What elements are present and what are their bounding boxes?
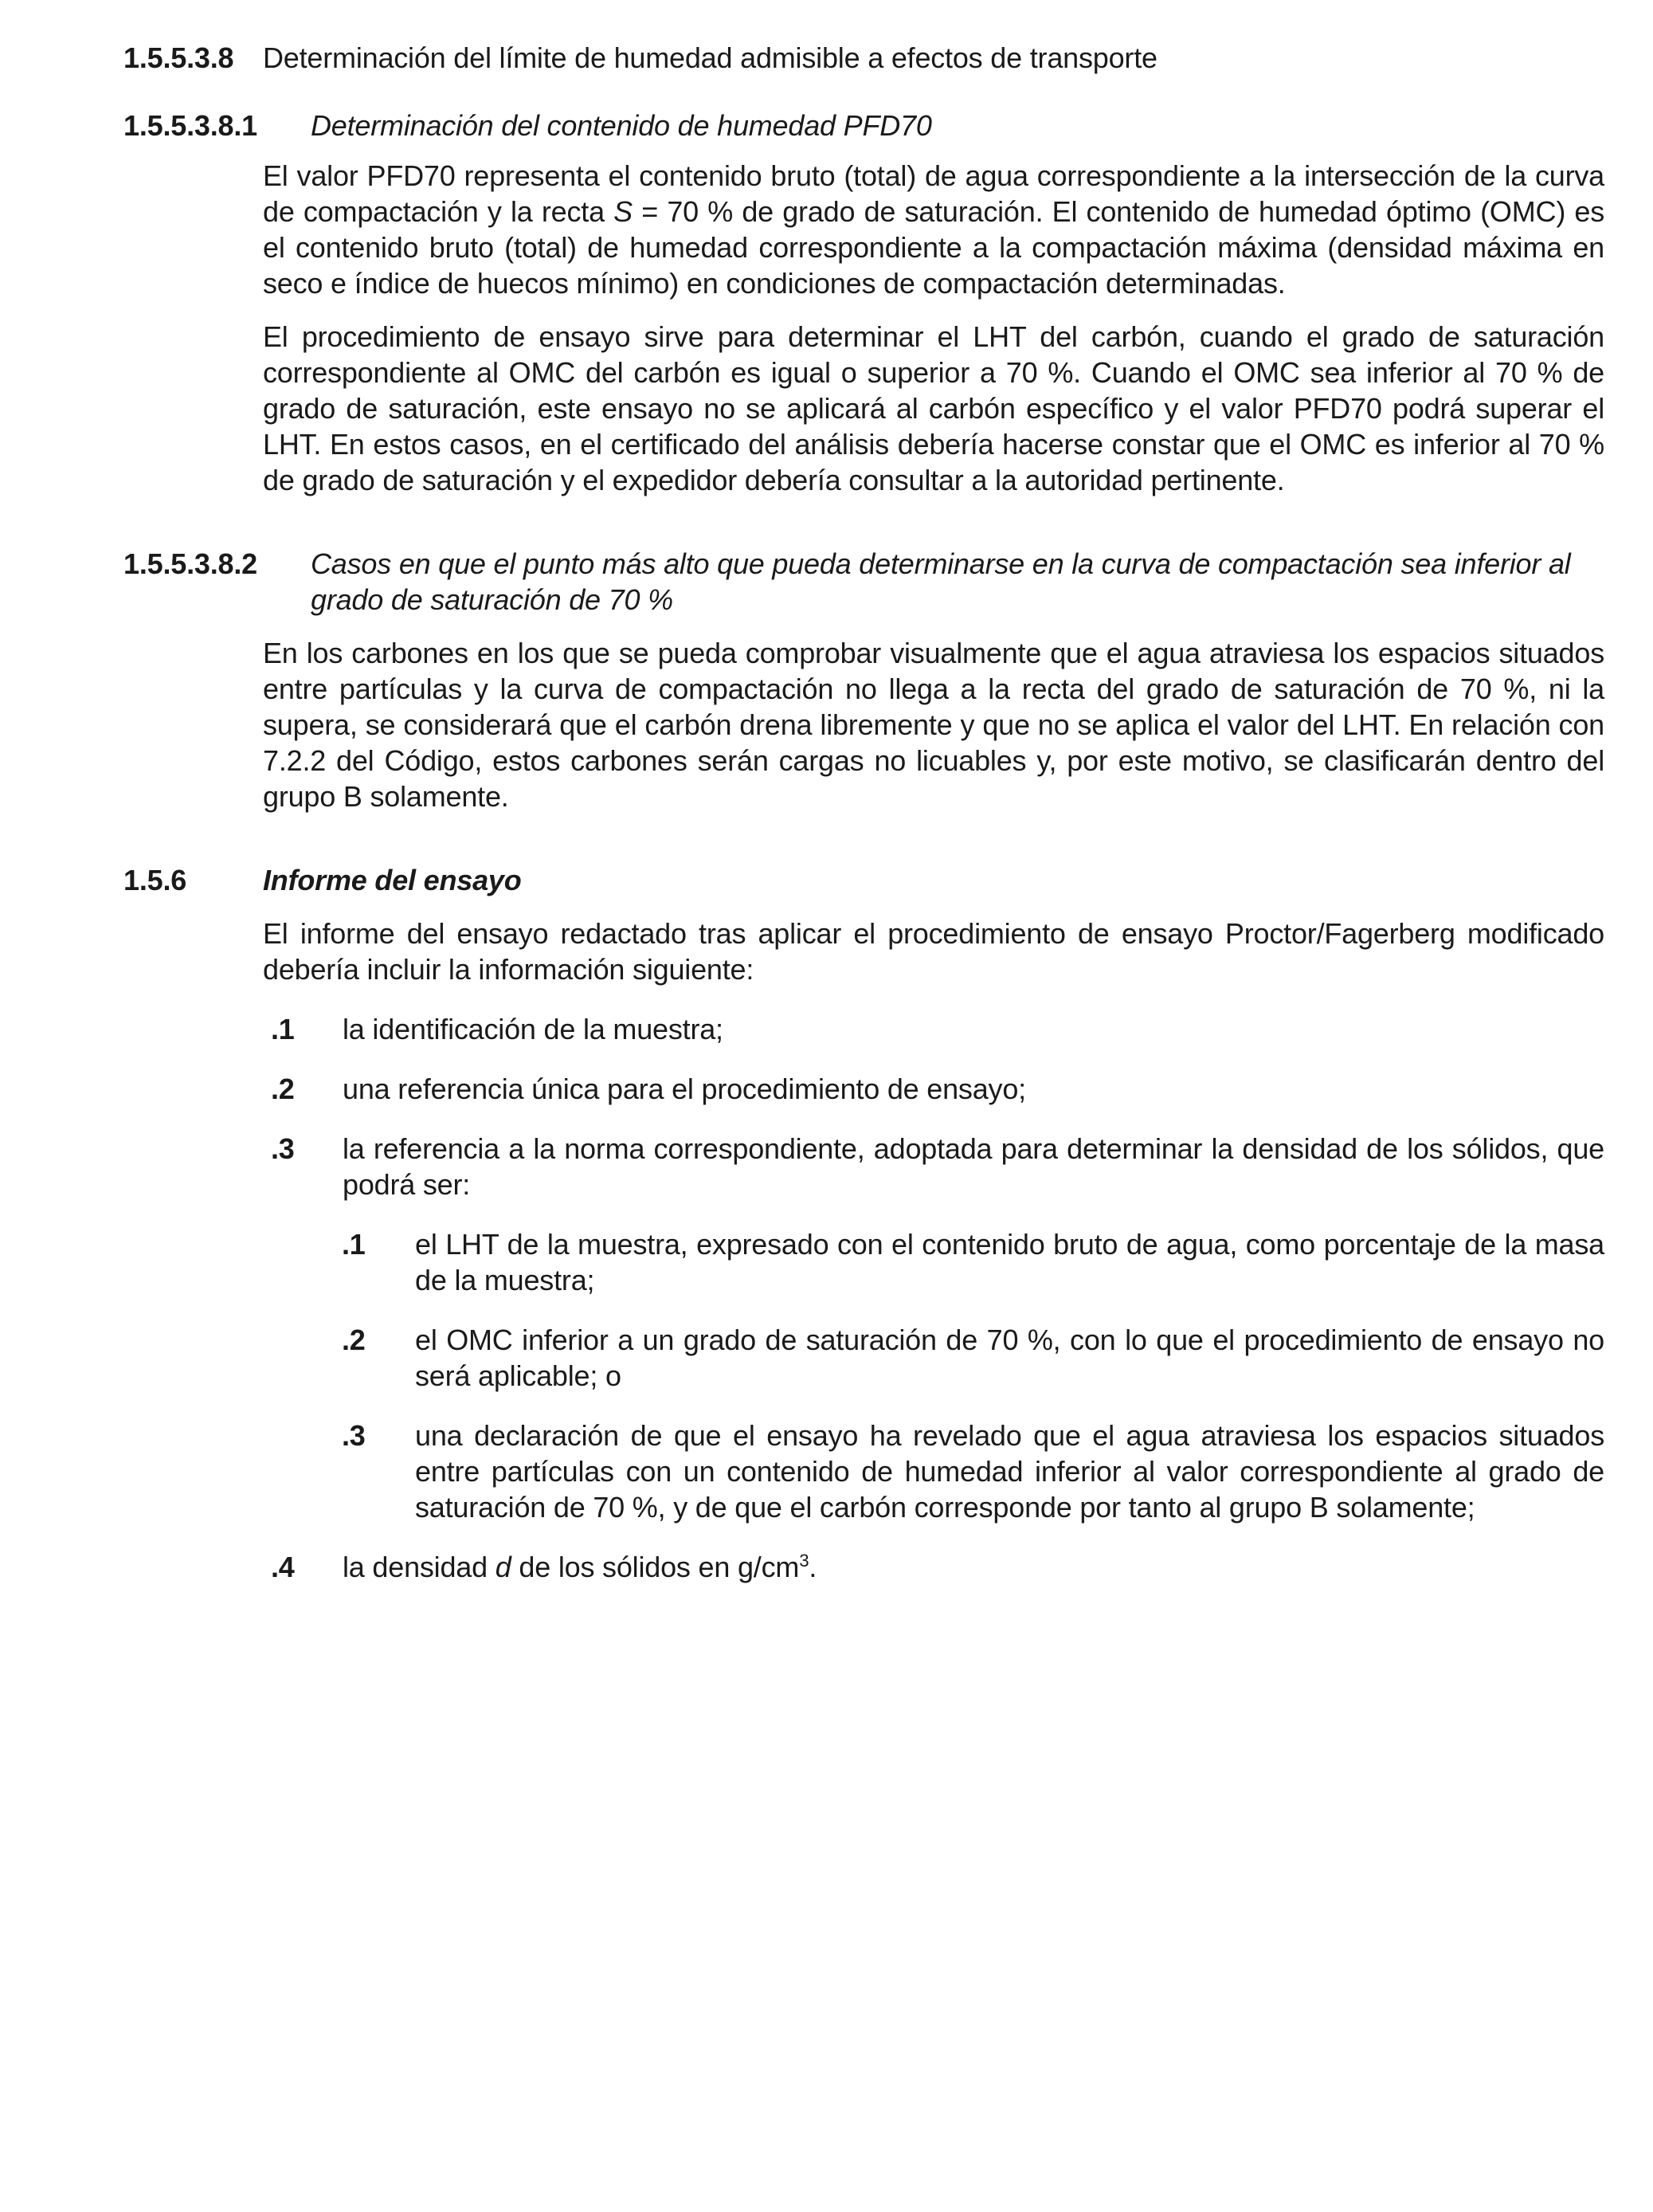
list-item-1 [271, 1011, 1604, 1047]
list-item-marker: .3 [342, 1419, 366, 1452]
paragraph-procedimiento-ensayo: El procedimiento de ensayo sirve para determinar el LHT del carbón, cuando el grado de saturación correspondiente al OMC del carbón es igual o superior a 70 %. Cuando el OMC sea inferior al 70 % de grado de saturación, este ensayo no se aplicará al carbón específico y el valor PFD70 podrá superar el LHT. En estos casos, en el certificado del análisis debería hacerse constar que el OMC es inferior al 70 % de grado de saturación y el expedidor debería consultar a la autoridad pertinente. [263, 320, 1604, 496]
paragraph-text: = 70 % de grado de saturación. El contenido de humedad óptimo (OMC) es el contenido bruto (total) de humedad correspondiente a la compactación máxima (densidad máxima en seco e índice de huecos mínimo) en condiciones de compactación determinadas. [263, 195, 1604, 300]
list-item-marker: .4 [271, 1551, 295, 1583]
variable-s: S [613, 195, 633, 228]
list-item-text: el OMC inferior a un grado de saturación de 70 %, con lo que el procedimiento de ensayo no será aplicable; o [415, 1324, 1604, 1392]
list-item-marker: .1 [342, 1228, 366, 1261]
section-number: 1.5.5.3.8 [123, 41, 234, 74]
list-item-marker: .1 [271, 1013, 295, 1045]
subsection-heading-contenido-humedad-pfd70 [123, 108, 1604, 143]
paragraph-pfd70-definicion [263, 158, 1604, 301]
list-item-text-part: . [809, 1551, 817, 1583]
list-item-text-part: la densidad [343, 1551, 496, 1583]
list-item-text: una referencia única para el procedimiento de ensayo; [343, 1073, 1026, 1105]
subsection-title: Determinación del contenido de humedad PFD70 [311, 109, 932, 142]
list-item-3-sub-3 [342, 1418, 1604, 1525]
subsection-number: 1.5.5.3.8.1 [123, 109, 257, 142]
paragraph-carbones-drenaje: En los carbones en los que se pueda comprobar visualmente que el agua atraviesa los espacios situados entre partículas y la curva de compactación no llega a la recta del grado de saturación de 70 %, ni la supera, se considerará que el carbón drena libremente y que no se aplica el valor del LHT. En relación con 7.2.2 del Código, estos carbones serán cargas no licuables y, por este motivo, se clasificarán dentro del grupo B solamente. [263, 637, 1604, 813]
list-item-text: la referencia a la norma correspondiente, adoptada para determinar la densidad de los sólidos, que podrá ser: [343, 1132, 1604, 1201]
list-item-text: el LHT de la muestra, expresado con el contenido bruto de agua, como porcentaje de la masa de la muestra; [415, 1228, 1604, 1296]
list-item-3-sub-1 [342, 1226, 1604, 1298]
list-item-text-part: de los sólidos en g/cm [511, 1551, 800, 1583]
subsection-heading-casos-punto-mas-alto [123, 546, 1604, 618]
section-title: Informe del ensayo [263, 864, 522, 896]
list-item-text [343, 1549, 1604, 1585]
subsection-number: 1.5.5.3.8.2 [123, 547, 257, 580]
superscript-3: 3 [799, 1551, 809, 1571]
list-item-text: la identificación de la muestra; [343, 1013, 723, 1045]
list-item-4 [271, 1549, 1604, 1585]
paragraph-informe-intro: El informe del ensayo redactado tras aplicar el procedimiento de ensayo Proctor/Fagerberg modificado debería incluir la información siguiente: [263, 917, 1604, 986]
list-item-2 [271, 1071, 1604, 1107]
list-item-3-sub-2 [342, 1322, 1604, 1394]
list-item-text: una declaración de que el ensayo ha revelado que el agua atraviesa los espacios situados entre partículas con un contenido de humedad inferior al valor correspondiente al grado de saturación de 70 %, y de que el carbón corresponde por tanto al grupo B solamente; [415, 1419, 1604, 1524]
section-heading-informe-del-ensayo [123, 862, 1604, 898]
section-title: Determinación del límite de humedad admisible a efectos de transporte [263, 41, 1157, 74]
subsection-title: Casos en que el punto más alto que pueda determinarse en la curva de compactación sea inferior al grado de saturación de 70 % [311, 547, 1571, 616]
paragraph-text: El valor PFD70 representa el contenido bruto (total) de agua correspondiente a la intersección de la curva de compactación y la recta [263, 159, 1604, 228]
list-item-3 [271, 1131, 1604, 1202]
list-item-marker: .3 [271, 1132, 295, 1165]
list-item-marker: .2 [342, 1324, 366, 1356]
section-number: 1.5.6 [123, 864, 187, 896]
section-heading-determinacion-limite [123, 40, 1604, 76]
list-item-marker: .2 [271, 1073, 295, 1105]
variable-d: d [495, 1551, 511, 1583]
